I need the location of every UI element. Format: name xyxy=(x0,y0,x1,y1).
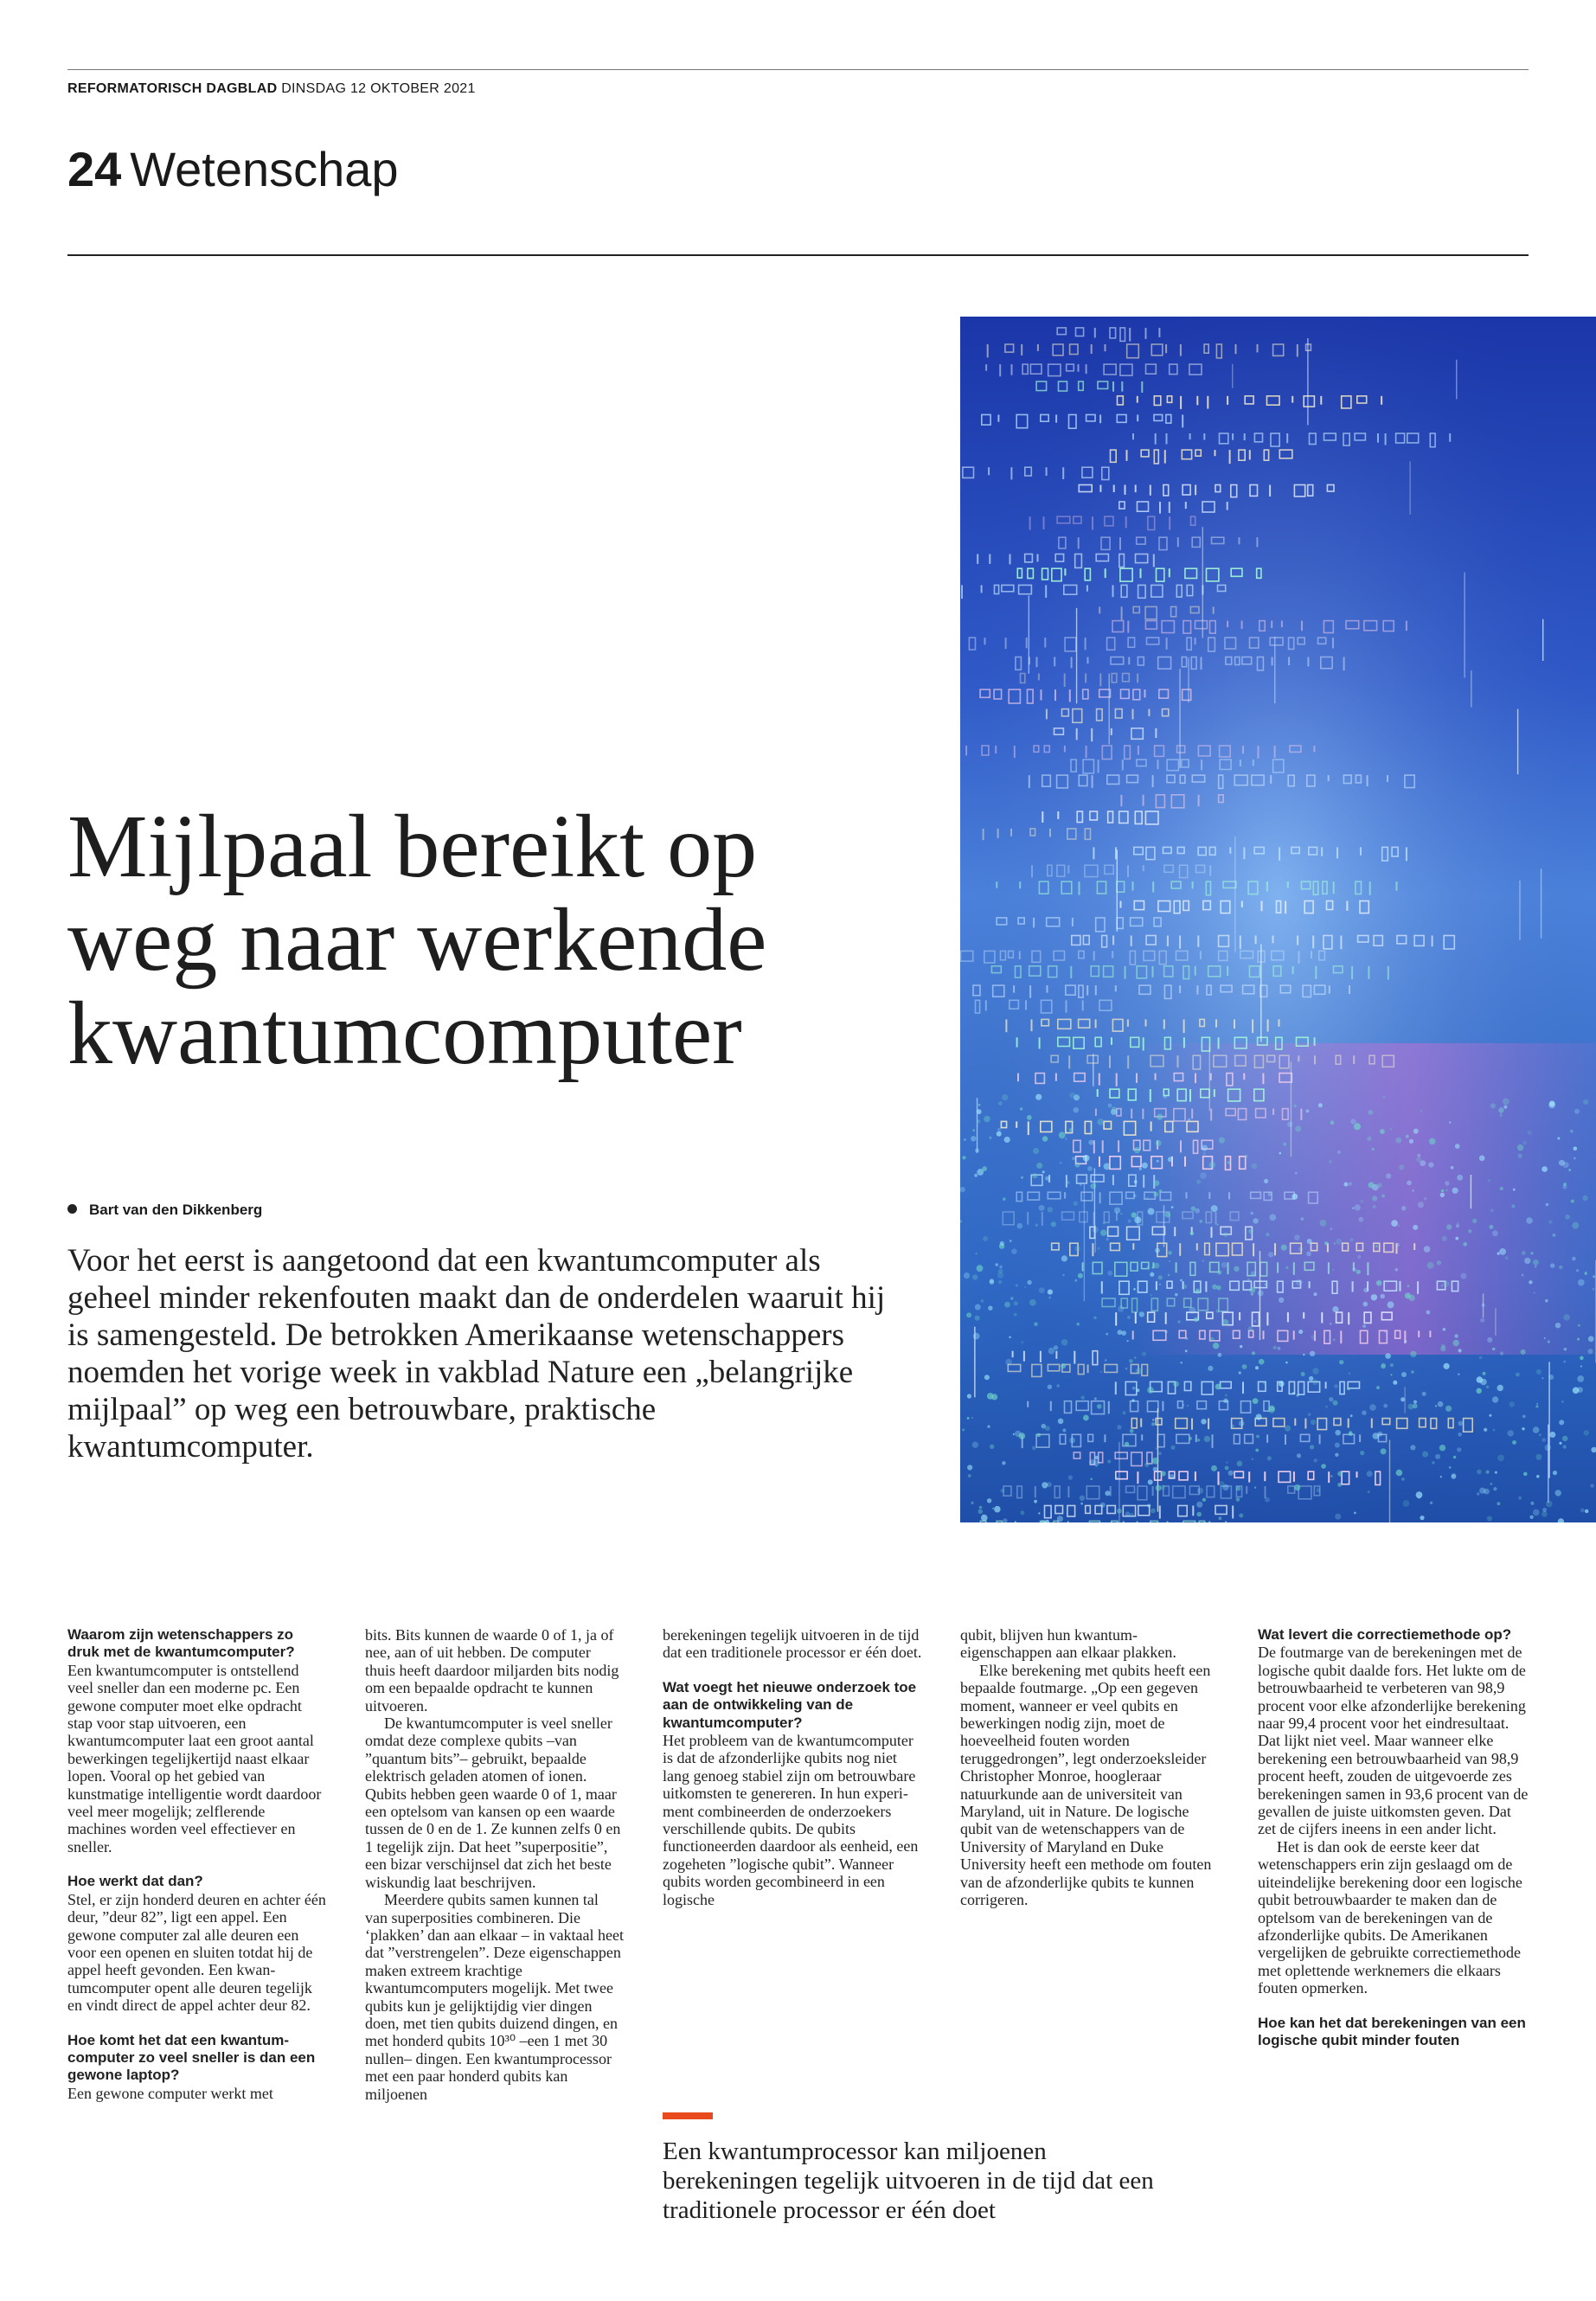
body-column-1 xyxy=(67,1626,327,2102)
body-paragraph: De kwantumcomputer is veel sneller omdat deze complexe qubits –van ”quantum bits”– gebruikt, bepaalde elektrisch geladen atomen of ionen. Qubits hebben geen waarde 0 of 1, maar een optelsom van kansen op een waarde tussen de 0 en de 1. Ze kunnen zelfs 0 en 1 tegelijk zijn. Dat heet ”superpositie”, een bizar verschijnsel dat zich het beste wiskundig laat beschrijven. xyxy=(365,1715,621,1891)
article-photo xyxy=(960,317,1596,1522)
article-headline: Mijlpaal bereikt op weg naar werkende kwantumcomputer xyxy=(67,797,767,1083)
body-paragraph: Stel, er zijn honderd deuren en achter één deur, ”deur 82”, ligt een appel. Een gewone computer zal alle deuren een voor een openen en sluiten totdat hij de appel heeft gevonden. Een kwantumcomputer opent alle deuren tegelijk en vindt direct de appel achter deur 82. xyxy=(67,1890,326,2015)
body-column-3 xyxy=(663,1626,922,1908)
newspaper-name: REFORMATORISCH DAGBLAD xyxy=(67,81,278,96)
body-column-4 xyxy=(960,1626,1220,1909)
pull-quote-accent-bar xyxy=(663,2112,713,2119)
body-paragraph: Een kwantumcomputer is ontstellend veel sneller dan een moderne pc. Een gewone computer moet elke opdracht stap voor stap uitvoeren, een kwantumcomputer laat een groot aantal bewerkingen tegelijkertijd naast elkaar lopen. Vooral op het gebied van kunstmatige intelligentie wordt daardoor veel meer mogelijk; zelflerende machines worden veel effectiever en sneller. xyxy=(67,1661,322,1856)
masthead xyxy=(67,81,476,97)
question-heading: Wat voegt het nieuwe onderzoek toe aan de ontwikkeling van de kwantumcomputer? xyxy=(663,1678,917,1731)
section-header xyxy=(67,142,399,196)
binary-data-illustration xyxy=(960,317,1596,1522)
question-heading: Hoe komt het dat een kwantumcomputer zo veel sneller is dan een gewone laptop? xyxy=(67,2031,316,2084)
body-paragraph: Elke berekening met qubits heeft een bepaalde foutmarge. „Op een gegeven moment, wanneer er veel qubits en bewerkingen nodig zijn, moet de hoeveelheid fouten worden teruggedrongen”, legt onderzoeksleider Christopher Monroe, hoogleraar natuurkunde aan de universiteit van Maryland, uit in Nature. De logische qubit van de wetenschappers van de University of Maryland en Duke University heeft een methode om fouten van de afzonderlijke qubits te kunnen corrigeren. xyxy=(960,1661,1212,1909)
body-paragraph: Een gewone computer werkt met xyxy=(67,2084,273,2102)
section-name: Wetenschap xyxy=(130,142,399,196)
body-paragraph: berekeningen tegelijk uitvoeren in de tijd dat een traditionele processor er één doet. xyxy=(663,1626,922,1662)
body-paragraph: qubit, blijven hun kwantumeigenschappen aan elkaar plakken. xyxy=(960,1626,1176,1662)
byline-bullet xyxy=(67,1204,77,1214)
top-rule xyxy=(67,69,1529,70)
body-paragraph: Het probleem van de kwantumcomputer is dat de afzonderlijke qubits nog niet lang genoeg stabiel zijn om betrouwbare uitkomsten te genereren. In hun experiment combineerden de onderzoekers verschillende qubits. De qubits functioneerden daardoor als eenheid, een zogeheten ”logische qubit”. Wanneer qubits worden gecombineerd in een logische xyxy=(663,1732,919,1908)
body-paragraph: De foutmarge van de berekeningen met de logische qubit daalde fors. Het lukte om de betrouwbaarheid te verbeteren van 98,9 procent voor elke afzonderlijke berekening naar 99,4 procent voor het eindresultaat. Dat lijkt niet veel. Maar wanneer elke berekening een betrouwbaarheid van 98,9 procent heeft, zouden de uitgevoerde zes berekeningen samen in 93,6 procent van de gevallen de juiste uitkomsten geven. Dat zet de cijfers ineens in een ander licht. xyxy=(1258,1644,1529,1838)
question-heading: Hoe kan het dat berekeningen van een logische qubit minder fouten xyxy=(1258,2014,1526,2048)
body-paragraph: bits. Bits kunnen de waarde 0 of 1, ja of nee, aan of uit hebben. De computer thuis heeft daardoor miljarden bits nodig om een bepaalde opdracht te kunnen uitvoeren. xyxy=(365,1626,619,1715)
body-paragraph: Meerdere qubits samen kunnen tal van superposities combineren. Die ‘plakken’ dan aan elkaar – in vaktaal heet dat ”verstrengelen”. Deze eigenschappen maken extreem krachtige kwantumcomputers mogelijk. Met twee qubits kun je gelijktijdig vier dingen doen, met tien qubits duizend dingen, en met honderd qubits 10³⁰ –een 1 met 30 nullen– dingen. Een kwantumprocessor met een paar honderd qubits kan miljoenen xyxy=(365,1891,625,2103)
body-paragraph: Het is dan ook de eerste keer dat wetenschappers erin zijn geslaagd om de uiteindelijke berekening door een logische qubit betrouwbaarder te maken dan de optelsom van de berekeningen van de afzonderlijke qubits. De Amerikanen vergelijken de gebruikte correctiemethode met oplettende werknemers die elkaars fouten opmerken. xyxy=(1258,1837,1522,1997)
author-name: Bart van den Dikkenberg xyxy=(89,1202,263,1218)
pull-quote: Een kwantumprocessor kan miljoenen berekeningen tegelijk uitvoeren in de tijd dat een traditionele processor er één doet xyxy=(663,2138,1154,2224)
question-heading: Waarom zijn wetenschappers zo druk met de kwantumcomputer? xyxy=(67,1626,295,1661)
question-heading: Wat levert die correctiemethode op? xyxy=(1258,1626,1512,1643)
body-column-5 xyxy=(1258,1626,1529,2049)
question-heading: Hoe werkt dat dan? xyxy=(67,1873,203,1890)
section-rule xyxy=(67,254,1529,256)
issue-date: DINSDAG 12 OKTOBER 2021 xyxy=(281,81,476,96)
page-number: 24 xyxy=(67,142,122,196)
article-lead: Voor het eerst is aangetoond dat een kwantumcomputer als geheel minder rekenfouten maakt dan de onderdelen waaruit hij is samengesteld. De betrokken Amerikaanse wetenschappers noemden het vorige week in vakblad Nature een „belangrijke mijlpaal” op weg een betrouwbare, praktische kwantumcomputer. xyxy=(67,1243,886,1465)
byline xyxy=(67,1202,262,1219)
body-column-2 xyxy=(365,1626,625,2103)
